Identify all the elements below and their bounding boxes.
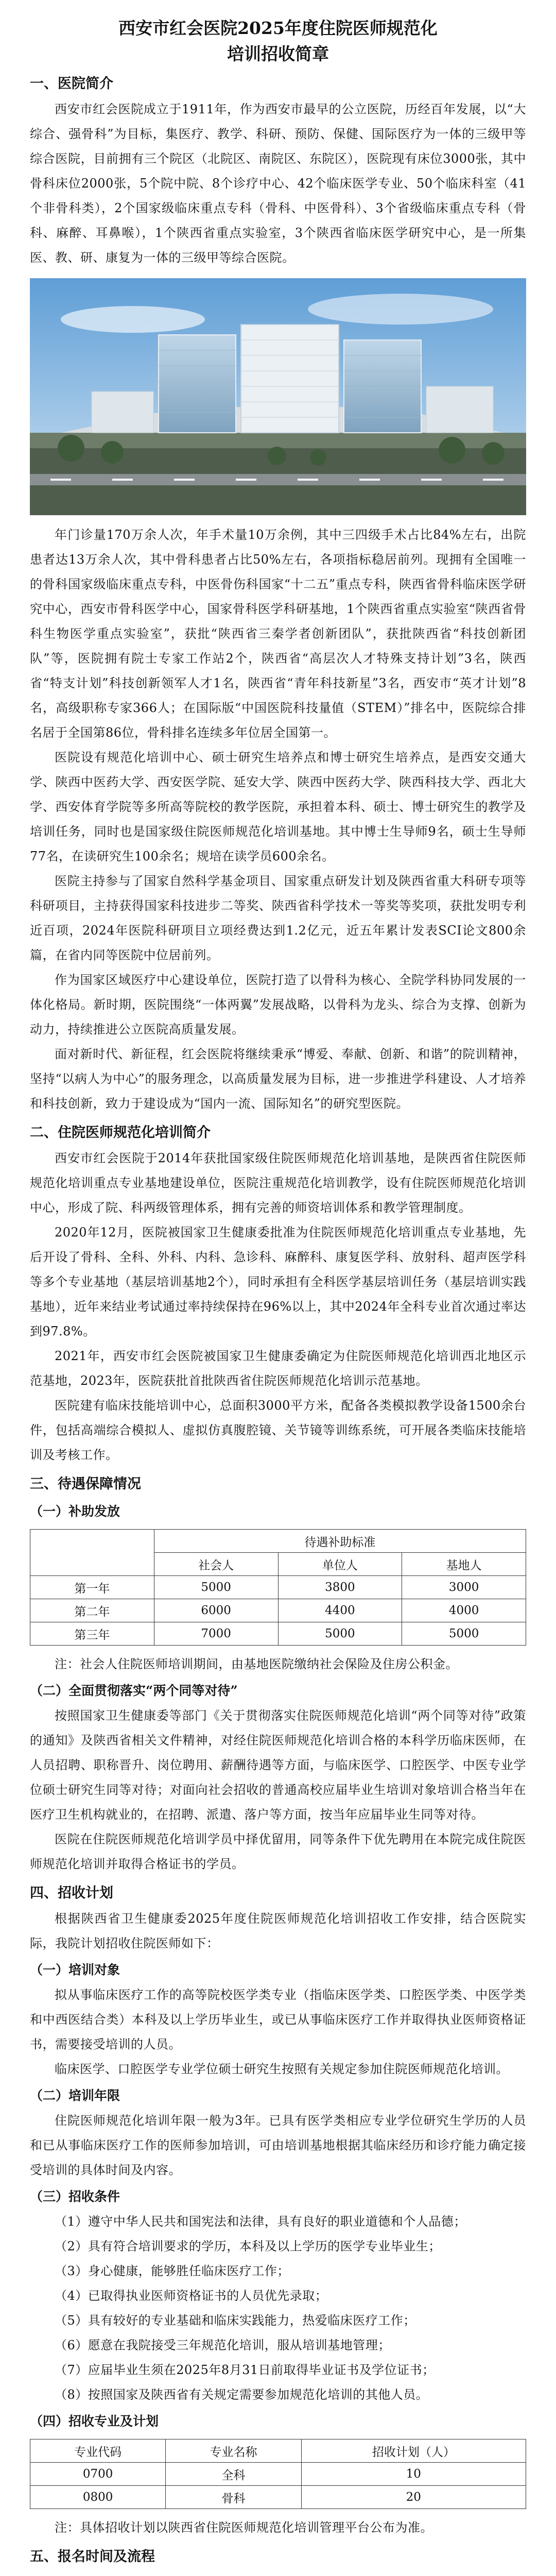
table-row-label: 第二年 bbox=[30, 1599, 154, 1622]
table-row bbox=[30, 1576, 526, 1599]
paragraph: 2021年，西安市红会医院被国家卫生健康委确定为住院医师规范化培训西北地区示范基地，2023年，医院获批首批陕西省住院医师规范化培训示范基地。 bbox=[30, 1349, 526, 1388]
paragraph: 作为国家区域医疗中心建设单位，医院打造了以骨科为核心、全院学科协同发展的一体化格局。新时期，医院围绕“一体两翼”发展战略，以骨科为龙头、综合为支撑、创新为动力，持续推进公立医院高质量发展。 bbox=[30, 973, 526, 1037]
table-cell: 6000 bbox=[154, 1599, 278, 1622]
table-top-header: 待遇补助标准 bbox=[154, 1530, 526, 1553]
paragraph: 医院设有规范化培训中心、硕士研究生培养点和博士研究生培养点，是西安交通大学、陕西中医药大学、西安医学院、延安大学、陕西中医药大学、陕西科技大学、西北大学、西安体育学院等多所高等院校的教学医院，承担着本科、硕士、博士研究生的教学及培训任务，同时也是国家级住院医师规范化培训基地。其中博士生导师9名，硕士生导师77名，在读研究生100余名；规培在读学员600余名。 bbox=[30, 750, 526, 863]
document-title bbox=[30, 15, 526, 67]
table-column-header: 专业名称 bbox=[166, 2439, 301, 2463]
section-heading-benefits: 三、待遇保障情况 bbox=[30, 1476, 141, 1492]
table-cell: 4000 bbox=[402, 1599, 526, 1622]
paragraph: 住院医师规范化培训年限一般为3年。已具有医学类相应专业学位研究生学历的人员和已从事临床医疗工作的医师参加培训，可由培训基地根据其临床经历和诊疗能力确定接受培训的具体时间及内容。 bbox=[30, 2113, 526, 2177]
table-cell: 5000 bbox=[154, 1576, 278, 1599]
enrollment-plan-table bbox=[30, 2439, 526, 2509]
table-column-header: 单位人 bbox=[278, 1553, 402, 1576]
table-row bbox=[30, 1530, 526, 1553]
paragraph: 年门诊量170万余人次，年手术量10万余例，其中三四级手术占比84%左右，出院患者达13万余人次，其中骨科患者占比50%左右，各项指标稳居前列。现拥有全国唯一的骨科国家级临床重点专科，中医骨伤科国家“十二五”重点专科，陕西省骨科临床医学研究中心，西安市骨科医学中心，国家骨科医学科研基地，1个陕西省重点实验室“陕西省骨科生物医学重点实验室”，获批“陕西省三秦学者创新团队”，获批陕西省“科技创新团队”等，医院拥有院士专家工作站2个，陕西省“高层次人才特殊支持计划”3名，陕西省“特支计划”科技创新领军人才1名，陕西省“青年科技新星”3名，西安市“英才计划”8名，高级职称专家366人；在国际版“中国医院科技量值（STEM）”排名中，医院综合排名居于全国第86位，骨科排名连续多年位居全国第一。 bbox=[30, 528, 526, 740]
table-cell: 3000 bbox=[402, 1576, 526, 1599]
table-note: 注：具体招收计划以陕西省住院医师规范化培训管理平台公布为准。 bbox=[55, 2520, 433, 2535]
paragraph: 西安市红会医院成立于1911年，作为西安市最早的公立医院，历经百年发展，以“大综合、强骨科”为目标，集医疗、教学、科研、预防、保健、国际医疗为一体的三级甲等综合医院，目前拥有三个院区（北院区、南院区、东院区），医院现有床位3000张，其中骨科床位2000张，5个院中院、8个诊疗中心、42个临床医学专业、50个临床科室（41个非骨科类），2个国家级临床重点专科（骨科、中医骨科）、3个省级临床重点专科（骨科、麻醉、耳鼻喉），1个陕西省重点实验室，3个陕西省临床医学研究中心，是一所集医、教、研、康复为一体的三级甲等综合医院。 bbox=[30, 102, 526, 265]
table-note: 注：社会人住院医师培训期间，由基地医院缴纳社会保险及住房公积金。 bbox=[55, 1657, 458, 1671]
list-item: （3）身心健康，能够胜任临床医疗工作； bbox=[55, 2264, 290, 2278]
paragraph: 医院建有临床技能培训中心，总面积3000平方米，配备各类模拟教学设备1500余台件，包括高端综合模拟人、虚拟仿真腹腔镜、关节镜等训练系统，可开展各类临床技能培训及考核工作。 bbox=[30, 1398, 526, 1462]
paragraph: 临床医学、口腔医学专业学位硕士研究生按照有关规定参加住院医师规范化培训。 bbox=[55, 2062, 509, 2076]
list-item: （6）愿意在我院接受三年规范化培训，服从培训基地管理； bbox=[55, 2338, 391, 2352]
section-heading-hospital-intro: 一、医院简介 bbox=[30, 76, 113, 92]
list-item: （2）具有符合培训要求的学历，本科及以上学历的医学专业毕业生； bbox=[55, 2239, 441, 2253]
table-cell: 0700 bbox=[30, 2463, 166, 2486]
paragraph: 医院主持参与了国家自然科学基金项目、国家重点研发计划及陕西省重大科研专项等科研项目，主持获得国家科技进步二等奖、陕西省科学技术一等奖等奖项，获批发明专利近百项，2024年医院科研项目立项经费达到1.2亿元，近五年累计发表SCI论文800余篇，在省内同等医院中位居前列。 bbox=[30, 874, 526, 962]
sub-heading-training-duration: （二）培训年限 bbox=[30, 2088, 120, 2103]
table-row-label: 第一年 bbox=[30, 1576, 154, 1599]
table-column-header: 基地人 bbox=[402, 1553, 526, 1576]
list-item: （4）已取得执业医师资格证书的人员优先录取； bbox=[55, 2289, 328, 2303]
sub-heading-registration-time bbox=[30, 2572, 526, 2576]
section-heading-enrollment-plan: 四、招收计划 bbox=[30, 1885, 113, 1901]
paragraph: 面对新时代、新征程，红会医院将继续秉承“博爱、奉献、创新、和谐”的院训精神，坚持“以病人为中心”的服务理念，以高质量发展为目标，进一步推进学科建设、人才培养和科技创新，致力于建设成为“国内一流、国际知名”的研究型医院。 bbox=[30, 1047, 526, 1111]
paragraph: 医院在住院医师规范化培训学员中择优留用，同等条件下优先聘用在本院完成住院医师规范化培训并取得合格证书的学员。 bbox=[30, 1832, 526, 1871]
sub-heading-subsidy: （一）补助发放 bbox=[30, 1504, 120, 1519]
table-cell: 7000 bbox=[154, 1622, 278, 1646]
list-item: （5）具有较好的专业基础和临床实践能力，热爱临床医疗工作； bbox=[55, 2313, 416, 2328]
sub-heading-training-targets: （一）培训对象 bbox=[30, 1962, 120, 1977]
table-cell: 10 bbox=[301, 2463, 526, 2486]
table-row-label: 第三年 bbox=[30, 1622, 154, 1646]
paragraph: 2020年12月，医院被国家卫生健康委批准为住院医师规范化培训重点专业基地，先后开设了骨科、全科、外科、内科、急诊科、麻醉科、康复医学科、放射科、超声医学科等多个专业基地（基层培训基地2个），同时承担有全科医学基层培训任务（基层培训实践基地），近年来结业考试通过率持续保持在96%以上，其中2024年全科专业首次通过率达到97.8%。 bbox=[30, 1225, 526, 1338]
title-line-1: 西安市红会医院2025年度住院医师规范化 bbox=[118, 18, 438, 38]
table-row bbox=[30, 2486, 526, 2509]
section-heading-registration: 五、报名时间及流程 bbox=[30, 2549, 155, 2565]
table-column-header: 专业代码 bbox=[30, 2439, 166, 2463]
table-cell: 5000 bbox=[278, 1622, 402, 1646]
table-row bbox=[30, 1622, 526, 1646]
table-column-header: 招收计划（人） bbox=[301, 2439, 526, 2463]
sub-heading-equal-treatment: （二）全面贯彻落实“两个同等对待” bbox=[30, 1683, 238, 1698]
paragraph: 拟从事临床医疗工作的高等院校医学类专业（指临床医学类、口腔医学类、中医学类和中西医结合类）本科及以上学历毕业生，或已从事临床医疗工作并取得执业医师资格证书，需要接受培训的人员。 bbox=[30, 1988, 526, 2052]
hospital-building-illustration bbox=[30, 278, 526, 515]
paragraph: 西安市红会医院于2014年获批国家级住院医师规范化培训基地，是陕西省住院医师规范化培训重点专业基地建设单位，医院注重规范化培训教学，设有住院医师规范化培训中心，形成了院、科两级管理体系，拥有完善的师资培训体系和教学管理制度。 bbox=[30, 1151, 526, 1215]
subsidy-table bbox=[30, 1529, 526, 1646]
table-row bbox=[30, 2439, 526, 2463]
table-cell: 4400 bbox=[278, 1599, 402, 1622]
table-cell: 全科 bbox=[166, 2463, 301, 2486]
sub-heading-enrollment-conditions: （三）招收条件 bbox=[30, 2189, 120, 2204]
section-heading-training-intro: 二、住院医师规范化培训简介 bbox=[30, 1125, 211, 1141]
table-cell: 3800 bbox=[278, 1576, 402, 1599]
list-item: （7）应届毕业生须在2025年8月31日前取得毕业证书及学位证书； bbox=[55, 2363, 435, 2377]
table-cell: 骨科 bbox=[166, 2486, 301, 2509]
paragraph: 根据陕西省卫生健康委2025年度住院医师规范化培训招收工作安排，结合医院实际，我院计划招收住院医师如下： bbox=[30, 1911, 526, 1951]
list-item: （1）遵守中华人民共和国宪法和法律，具有良好的职业道德和个人品德； bbox=[55, 2214, 466, 2229]
table-row bbox=[30, 1599, 526, 1622]
paragraph: 按照国家卫生健康委等部门《关于贯彻落实住院医师规范化培训“两个同等对待”政策的通知》及陕西省相关文件精神，对经住院医师规范化培训合格的本科学历临床医师，在人员招聘、职称晋升、岗位聘用、薪酬待遇等方面，与临床医学、口腔医学、中医专业学位硕士研究生同等对待；对面向社会招收的普通高校应届毕业生培训对象培训合格当年在医疗卫生机构就业的，在招聘、派遣、落户等方面，按当年应届毕业生同等对待。 bbox=[30, 1708, 526, 1822]
title-line-2: 培训招收简章 bbox=[227, 44, 329, 64]
hospital-photo bbox=[30, 278, 526, 515]
table-cell: 0800 bbox=[30, 2486, 166, 2509]
table-cell: 5000 bbox=[402, 1622, 526, 1646]
list-item: （8）按照国家及陕西省有关规定需要参加规范化培训的其他人员。 bbox=[55, 2387, 429, 2402]
table-corner-cell bbox=[30, 1530, 154, 1576]
table-row bbox=[30, 2463, 526, 2486]
sub-heading-specialty-plan: （四）招收专业及计划 bbox=[30, 2414, 159, 2429]
table-cell: 20 bbox=[301, 2486, 526, 2509]
table-column-header: 社会人 bbox=[154, 1553, 278, 1576]
